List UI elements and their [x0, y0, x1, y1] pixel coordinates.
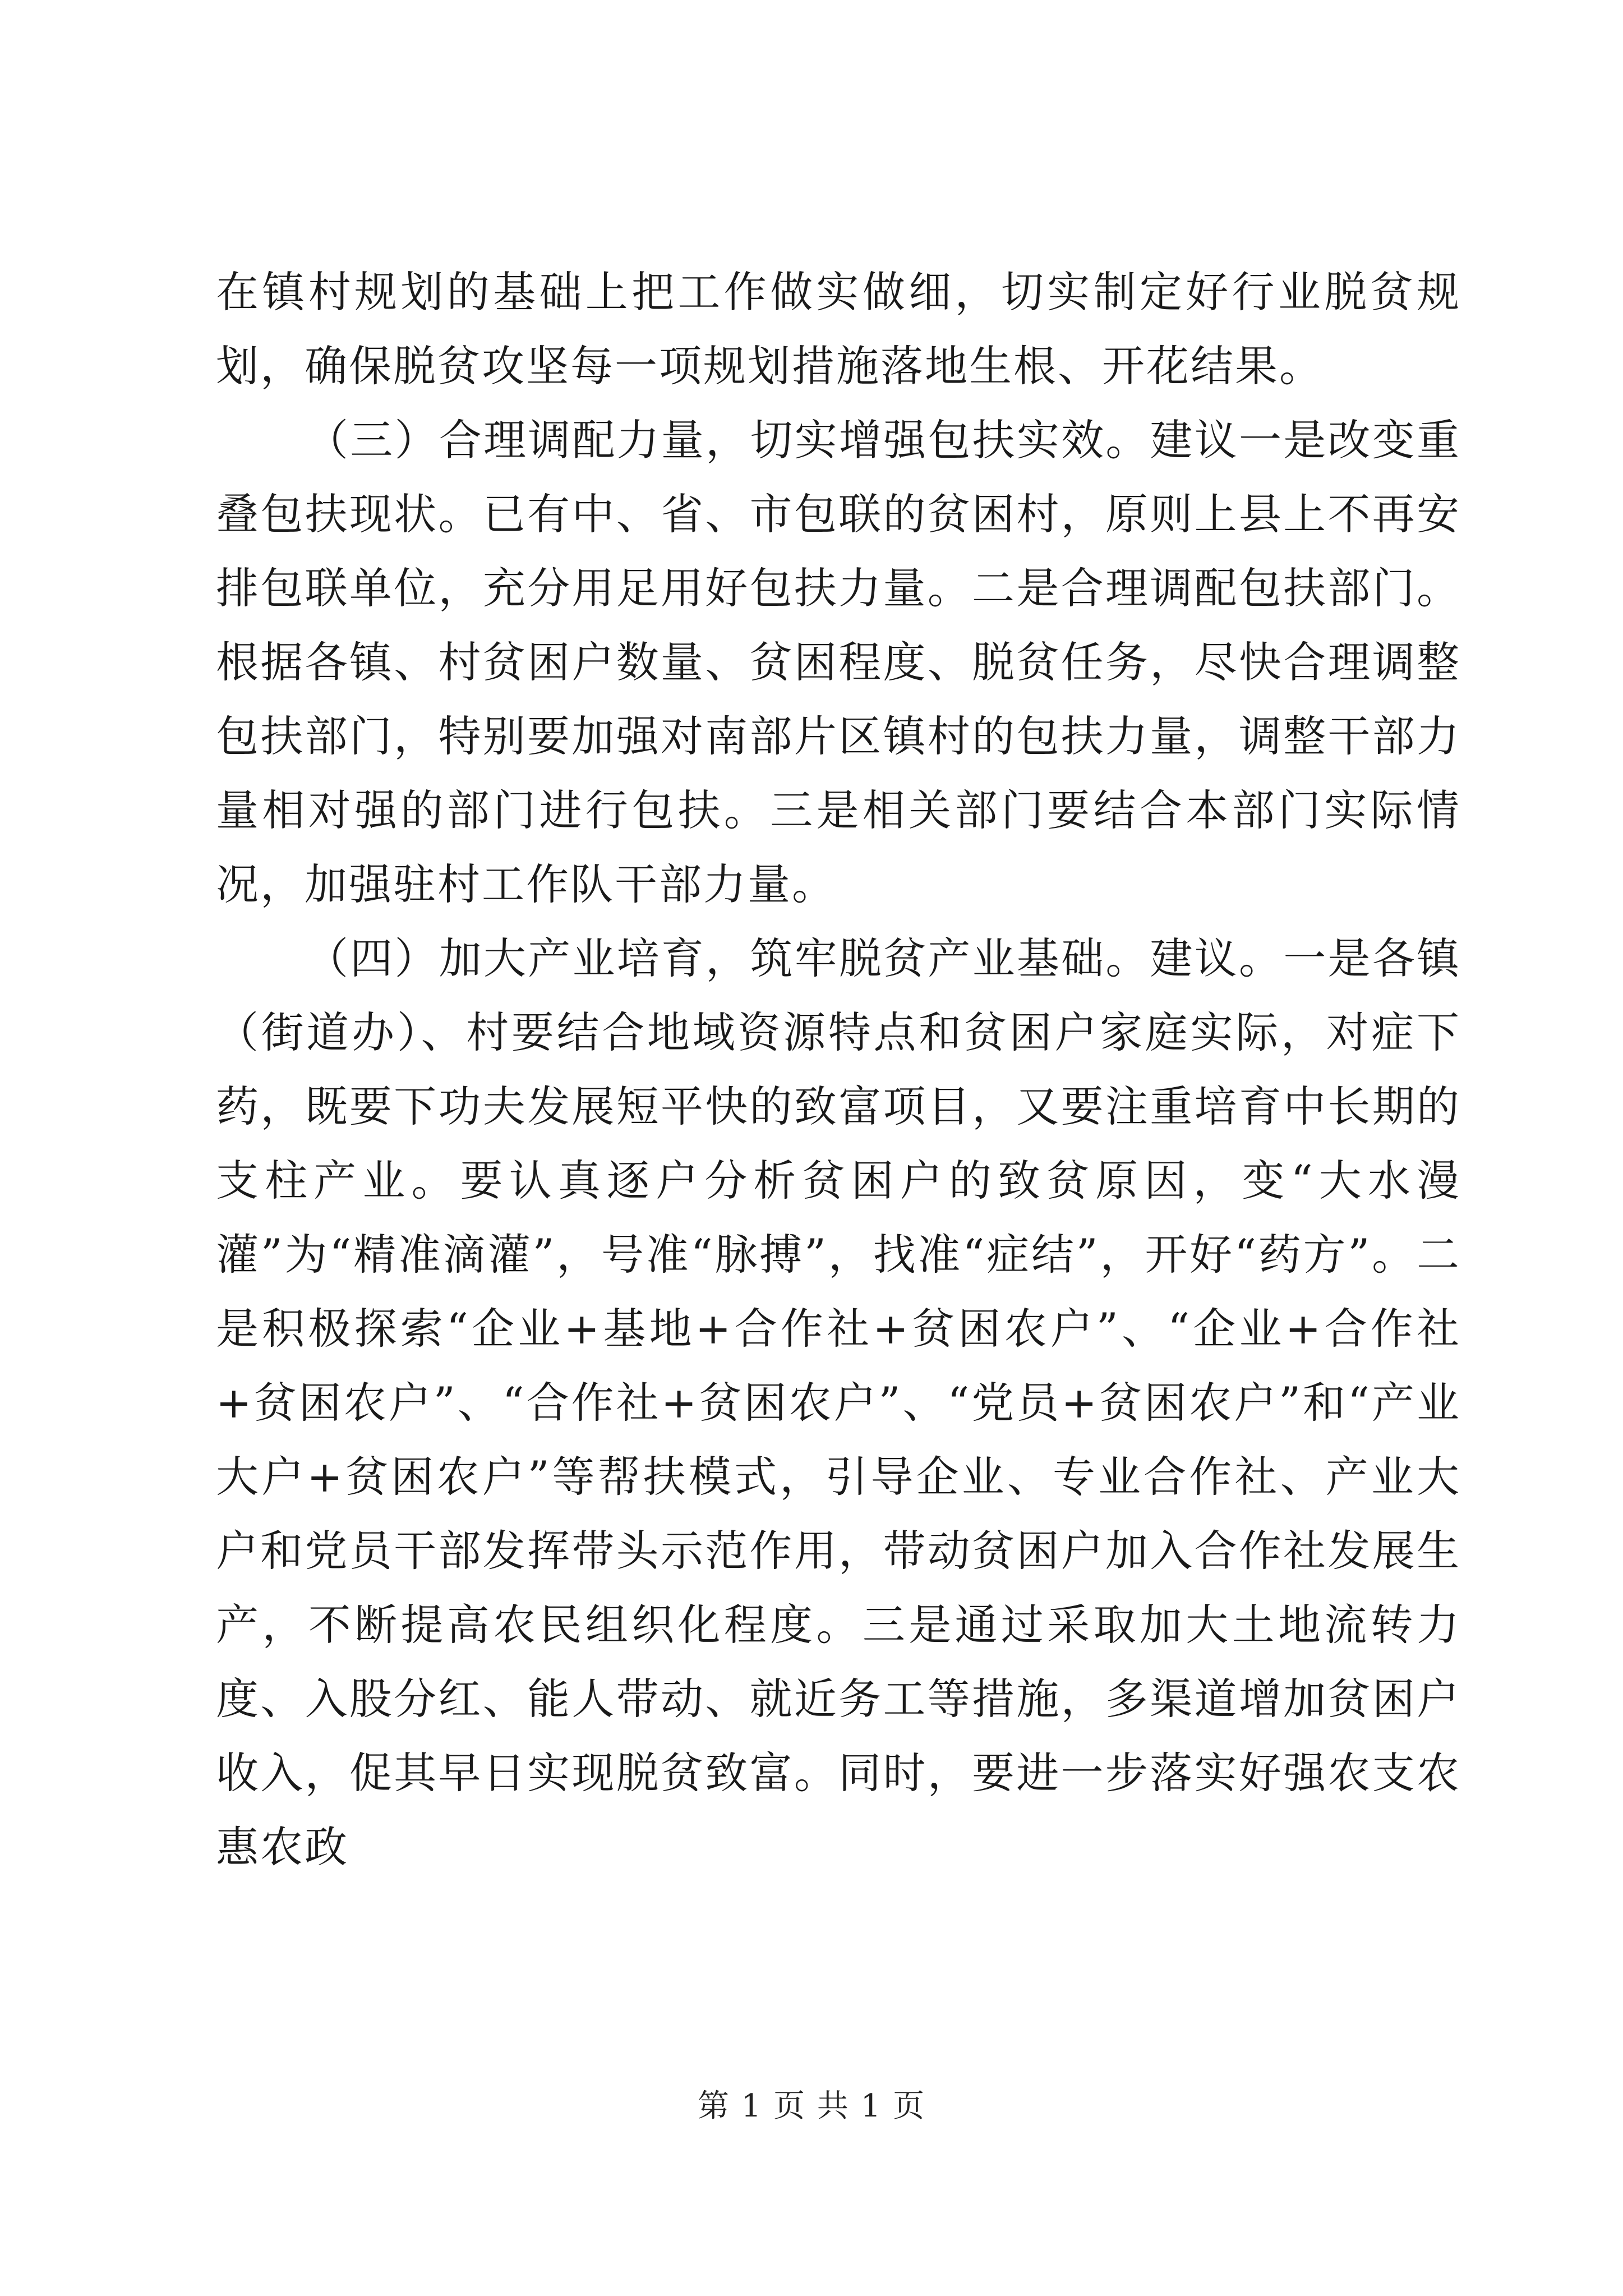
paragraph-section-three: （三）合理调配力量，切实增强包扶实效。建议一是改变重叠包扶现状。已有中、省、市包联的贫困村，原则上县上不再安排包联单位，充分用足用好包扶力量。二是合理调配包扶部门。根据各镇、村贫困户数量、贫困程度、脱贫任务，尽快合理调整包扶部门，特别要加强对南部片区镇村的包扶力量，调整干部力量相对强的部门进行包扶。三是相关部门要结合本部门实际情况，加强驻村工作队干部力量。 — [216, 415, 1461, 909]
paragraph-plan-continuation: 在镇村规划的基础上把工作做实做细，切实制定好行业脱贫规划，确保脱贫攻坚每一项规划措施落地生根、开花结果。 — [216, 267, 1461, 391]
document-body — [216, 255, 1461, 1884]
paragraph-section-four: （四）加大产业培育，筑牢脱贫产业基础。建议。一是各镇（街道办）、村要结合地域资源特点和贫困户家庭实际，对症下药，既要下功夫发展短平快的致富项目，又要注重培育中长期的支柱产业。要认真逐户分析贫困户的致贫原因，变“大水漫灌”为“精准滴灌”，号准“脉搏”，找准“症结”，开好“药方”。二是积极探索“企业+基地+合作社+贫困农户”、“企业+合作社+贫困农户”、“合作社+贫困农户”、“党员+贫困农户”和“产业大户+贫困农户”等帮扶模式，引导企业、专业合作社、产业大户和党员干部发挥带头示范作用，带动贫困户加入合作社发展生产，不断提高农民组织化程度。三是通过采取加大土地流转力度、入股分红、能人带动、就近务工等措施，多渠道增加贫困户收入，促其早日实现脱贫致富。同时，要进一步落实好强农支农惠农政 — [216, 933, 1461, 1872]
page-footer: 第 1 页 共 1 页 — [697, 2088, 926, 2124]
